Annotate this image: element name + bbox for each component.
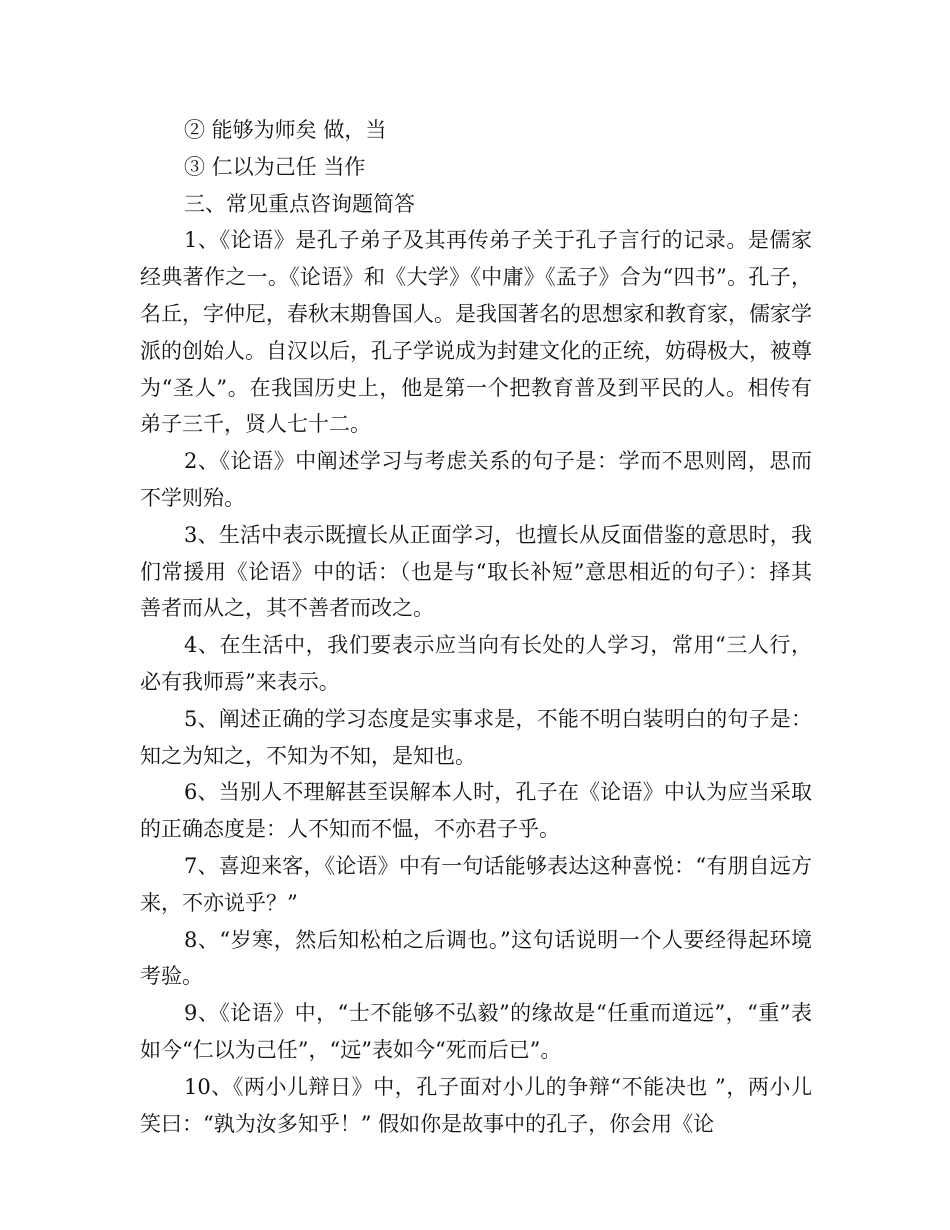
answer-item-5: 5、阐述正确的学习态度是实事求是，不能不明白装明白的句子是：知之为知之，不知为不知，是知也。 — [140, 706, 812, 768]
answer-item-6: 6、当别人不理解甚至误解本人时，孔子在《论语》中认为应当采取的正确态度是：人不知而不愠，不亦君子乎。 — [140, 780, 812, 842]
answer-item-7: 7、喜迎来客，《论语》中有一句话能够表达这种喜悦：“有朋自远方来，不亦说乎？” — [140, 853, 812, 915]
answer-item-9: 9、《论语》中，“士不能够不弘毅”的缘故是“任重而道远”，“重”表如今“仁以为己任”，“远”表如今“死而后已”。 — [140, 1001, 812, 1062]
answer-item-1: 1、《论语》是孔子弟子及其再传弟子关于孔子言行的记录。是儒家经典著作之一。《论语》和《大学》《中庸》《孟子》合为“四书”。孔子，名丘，字仲尼，春秋末期鲁国人。是我国著名的思想家和教育家，儒家学派的创始人。自汉以后，孔子学说成为封建文化的正统，妨碍极大，被尊为“圣人”。在我国历史上，他是第一个把教育普及到平民的人。相传有弟子三千，贤人七十二。 — [140, 228, 813, 437]
note-line-3: ③ 仁以为己任 当作 — [184, 154, 366, 179]
answer-item-8: 8、“岁寒，然后知松柏之后调也。”这句话说明一个人要经得起环境考验。 — [140, 927, 812, 989]
note-line-2: ② 能够为师矣 做，当 — [184, 118, 387, 142]
answer-item-3: 3、生活中表示既擅长从正面学习，也擅长从反面借鉴的意思时，我们常援用《论语》中的话：（也是与“取长补短”意思相近的句子）：择其善者而从之，其不善者而改之。 — [140, 522, 812, 621]
answer-item-10: 10、《两小儿辩日》中，孔子面对小儿的争辩“不能决也 ”，两小儿笑曰：“孰为汝多知乎！” 假如你是故事中的孔子，你会用《论 — [140, 1074, 812, 1136]
section-heading: 三、常见重点咨询题简答 — [184, 191, 415, 216]
answer-item-2: 2、《论语》中阐述学习与考虑关系的句子是：学而不思则罔，思而不学则殆。 — [140, 449, 812, 510]
document-page — [140, 112, 812, 1142]
answer-item-4: 4、在生活中，我们要表示应当向有长处的人学习，常用“三人行，必有我师焉”来表示。 — [140, 633, 812, 694]
